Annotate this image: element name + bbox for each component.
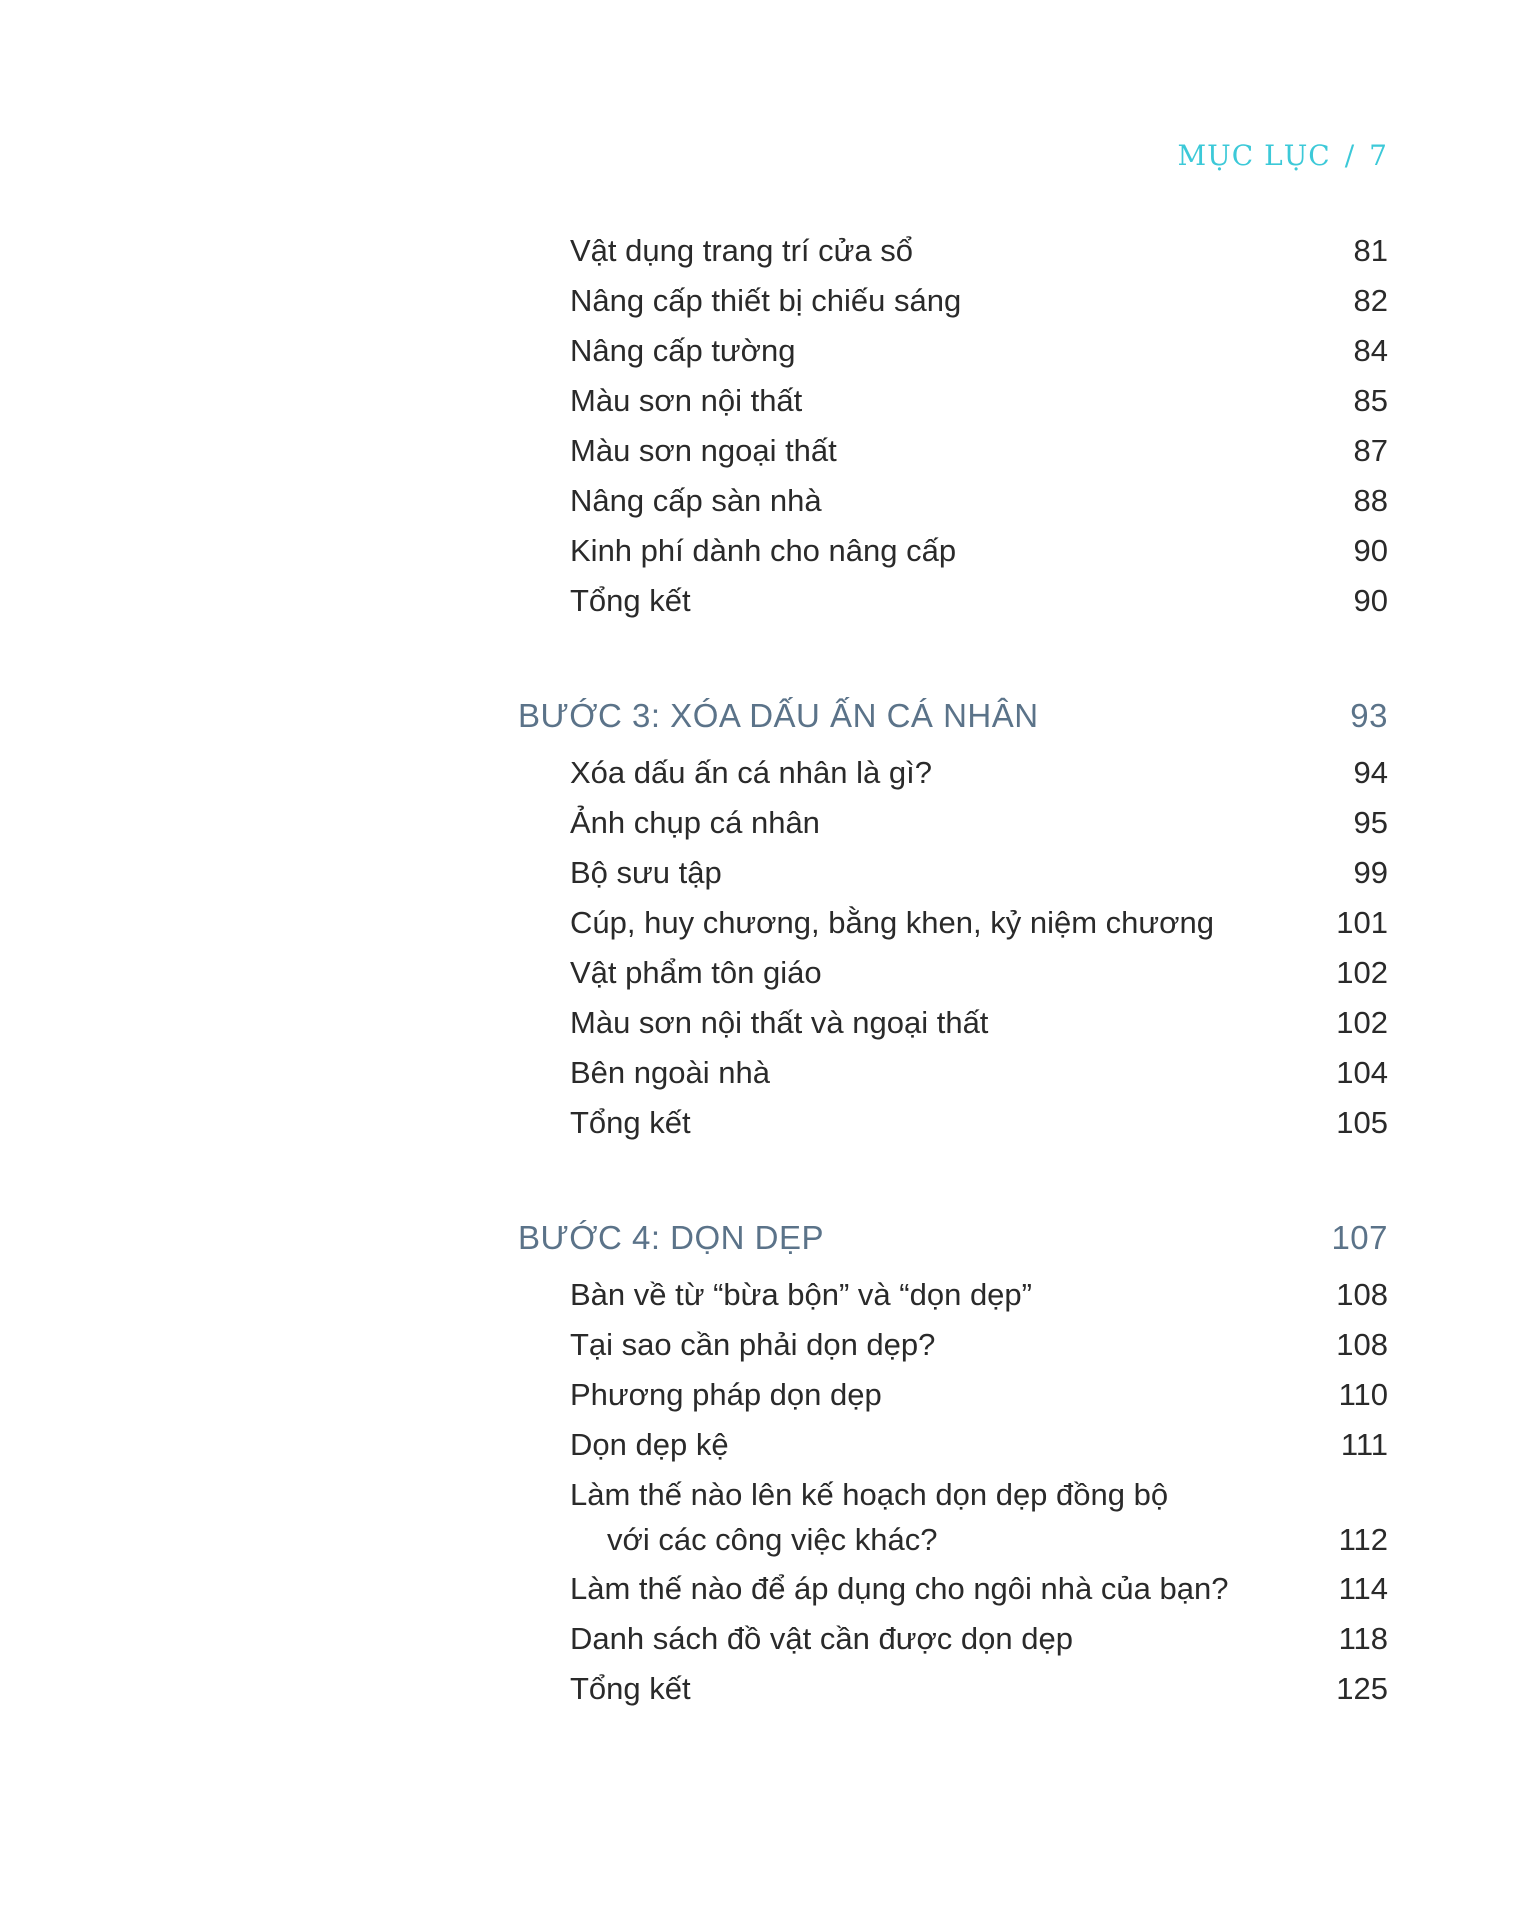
toc-entry[interactable]	[570, 1427, 1388, 1463]
toc-entry[interactable]	[570, 533, 1388, 569]
toc-entry-title: Tổng kết	[570, 1105, 691, 1140]
toc-entry-title: Nâng cấp thiết bị chiếu sáng	[570, 283, 962, 318]
toc-entry-page: 81	[1353, 233, 1388, 268]
toc-entry-page: 84	[1353, 333, 1388, 368]
toc-entry-title: Ảnh chụp cá nhân	[570, 805, 820, 840]
toc-entry[interactable]	[570, 1671, 1388, 1707]
toc-entry-title: Danh sách đồ vật cần được dọn dẹp	[570, 1621, 1073, 1656]
toc-entry-page: 102	[1336, 955, 1388, 990]
toc-entry-title: Tổng kết	[570, 1671, 691, 1706]
toc-entry-title: Kinh phí dành cho nâng cấp	[570, 533, 957, 568]
toc-entry-title: Phương pháp dọn dẹp	[570, 1377, 882, 1412]
toc-entry[interactable]	[570, 1621, 1388, 1657]
toc-entry-page: 95	[1353, 805, 1388, 840]
toc-entry-page: 105	[1336, 1105, 1388, 1140]
section-title: BƯỚC 3: XÓA DẤU ẤN CÁ NHÂN	[518, 697, 1039, 734]
toc-entry-page: 90	[1353, 583, 1388, 618]
toc-entry-title: Màu sơn ngoại thất	[570, 433, 837, 468]
toc-entry-page: 111	[1340, 1427, 1388, 1462]
running-head-page-number: 7	[1369, 139, 1388, 172]
toc-entry-page: 82	[1353, 283, 1388, 318]
toc-entry-title: Tổng kết	[570, 583, 691, 618]
toc-entry[interactable]	[570, 805, 1388, 841]
toc-entry-page: 101	[1336, 905, 1388, 940]
toc-entry-title-line-2: với các công việc khác?	[607, 1522, 938, 1557]
toc-entry-page: 112	[1338, 1522, 1388, 1557]
running-head-title: MỤC LỤC	[1177, 139, 1331, 172]
toc-entry-page: 108	[1336, 1327, 1388, 1362]
toc-entry[interactable]	[570, 1327, 1388, 1363]
toc-entry[interactable]	[570, 1477, 1388, 1567]
toc-entry-title: Nâng cấp tường	[570, 333, 796, 368]
toc-entry[interactable]	[570, 855, 1388, 891]
toc-entry-page: 104	[1336, 1055, 1388, 1090]
toc-entry-page: 88	[1353, 483, 1388, 518]
toc-entry[interactable]	[570, 583, 1388, 619]
toc-entry-title: Màu sơn nội thất và ngoại thất	[570, 1005, 989, 1040]
toc-entry[interactable]	[570, 1055, 1388, 1091]
toc-entry-page: 114	[1338, 1571, 1388, 1606]
toc-entry-page: 110	[1338, 1377, 1388, 1412]
toc-entry[interactable]	[570, 383, 1388, 419]
toc-entry[interactable]	[570, 955, 1388, 991]
toc-entry-title-line-1: Làm thế nào lên kế hoạch dọn dẹp đồng bộ	[570, 1477, 1169, 1512]
toc-entry-title: Nâng cấp sàn nhà	[570, 483, 822, 518]
section-page: 93	[1350, 697, 1388, 734]
toc-entry-title: Làm thế nào để áp dụng cho ngôi nhà của bạn?	[570, 1571, 1229, 1606]
toc-entry[interactable]	[570, 233, 1388, 269]
toc-entry[interactable]	[570, 1377, 1388, 1413]
toc-entry-title: Cúp, huy chương, bằng khen, kỷ niệm chương	[570, 905, 1214, 940]
toc-entry[interactable]	[570, 283, 1388, 319]
toc-entry-page: 99	[1353, 855, 1388, 890]
toc-entry-page: 102	[1336, 1005, 1388, 1040]
section-page: 107	[1331, 1219, 1388, 1256]
toc-entry[interactable]	[570, 483, 1388, 519]
toc-entry-page: 85	[1353, 383, 1388, 418]
toc-entry-title: Xóa dấu ấn cá nhân là gì?	[570, 755, 932, 790]
toc-entry[interactable]	[570, 1105, 1388, 1141]
toc-entry-page: 94	[1353, 755, 1388, 790]
toc-entry-title: Dọn dẹp kệ	[570, 1427, 729, 1462]
toc-entry[interactable]	[570, 1277, 1388, 1313]
toc-entry-page: 118	[1338, 1621, 1388, 1656]
toc-entry-page: 90	[1353, 533, 1388, 568]
toc-entry-title: Bên ngoài nhà	[570, 1055, 770, 1090]
toc-entry[interactable]	[570, 1571, 1388, 1607]
running-head	[1178, 139, 1388, 172]
toc-entry[interactable]	[570, 905, 1388, 941]
toc-entry-title: Bộ sưu tập	[570, 855, 722, 890]
section-heading-step-4[interactable]	[518, 1219, 1388, 1257]
section-title: BƯỚC 4: DỌN DẸP	[518, 1219, 825, 1256]
toc-entry-page: 125	[1336, 1671, 1388, 1706]
running-head-separator: /	[1344, 139, 1356, 172]
toc-entry[interactable]	[570, 433, 1388, 469]
toc-entry-title: Tại sao cần phải dọn dẹp?	[570, 1327, 936, 1362]
toc-entry-page: 108	[1336, 1277, 1388, 1312]
toc-entry[interactable]	[570, 755, 1388, 791]
toc-entry-title: Vật dụng trang trí cửa sổ	[570, 233, 913, 268]
section-heading-step-3[interactable]	[518, 697, 1388, 735]
toc-entry-title: Vật phẩm tôn giáo	[570, 955, 822, 990]
toc-entry-page: 87	[1353, 433, 1388, 468]
toc-entry[interactable]	[570, 333, 1388, 369]
toc-entry-title: Màu sơn nội thất	[570, 383, 803, 418]
toc-entry-title: Bàn về từ “bừa bộn” và “dọn dẹp”	[570, 1277, 1032, 1312]
toc-entry[interactable]	[570, 1005, 1388, 1041]
